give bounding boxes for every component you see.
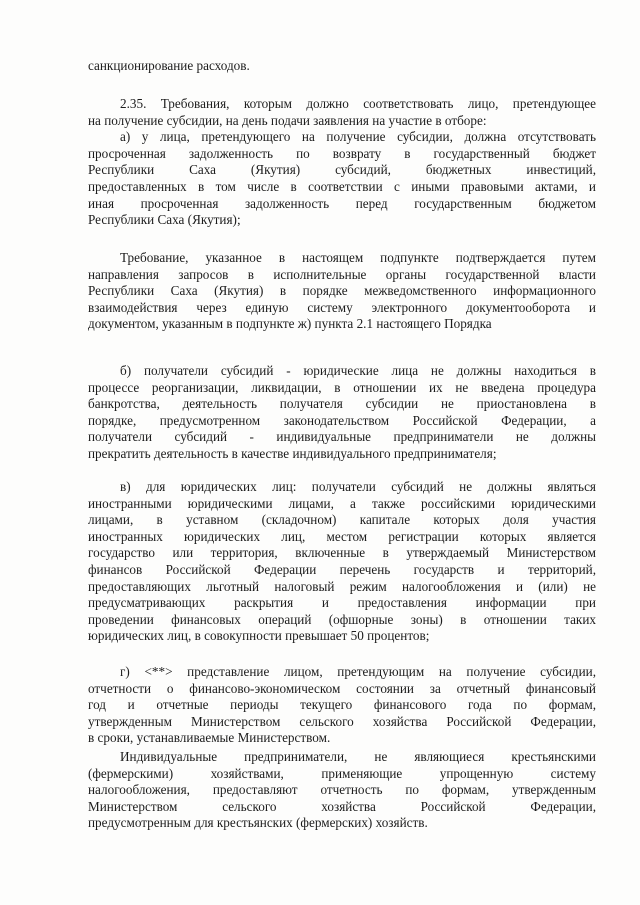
text-line: государство или территория, включенные в утверждаемый Министерством	[88, 545, 596, 561]
text-line: лицами, в уставном (складочном) капитале которых доля участия	[88, 512, 596, 528]
text-line: иностранных юридических лиц, местом регистрации которых является	[88, 528, 596, 544]
text-line: финансов Российской Федерации перечень государств и территорий,	[88, 561, 596, 577]
text-line: предусмотренным для крестьянских (фермерских) хозяйств.	[88, 815, 428, 831]
text-line: получатели субсидий - индивидуальные предприниматели не должны	[88, 429, 596, 445]
text-line: 2.35. Требования, которым должно соответствовать лицо, претендующее	[120, 96, 596, 111]
text-line: в) для юридических лиц: получатели субсидий не должны являться	[120, 479, 596, 494]
paragraph-g	[88, 664, 596, 747]
paragraph-2-35	[88, 96, 596, 229]
text-line: отчетности о финансово-экономическом состоянии за отчетный финансовый	[88, 680, 596, 696]
text-line: б) получатели субсидий - юридические лица не должны находиться в	[120, 363, 596, 378]
text-line: просроченная задолженность по возврату в государственный бюджет	[88, 145, 596, 161]
text-line: Республики Саха (Якутия) в порядке межведомственного информационного	[88, 283, 596, 299]
text-line: г) <**> представление лицом, претендующим на получение субсидии,	[120, 664, 596, 679]
text-line: прекратить деятельность в качестве индивидуального предпринимателя;	[88, 445, 497, 461]
paragraph-b	[88, 363, 596, 463]
text-line: а) у лица, претендующего на получение субсидии, должна отсутствовать	[120, 129, 596, 145]
text-line: направления запросов в исполнительные органы государственной власти	[88, 266, 596, 282]
text-line: иная просроченная задолженность перед государственным бюджетом	[88, 195, 596, 211]
paragraph-ip	[88, 749, 596, 832]
text-line: санкционирование расходов.	[88, 58, 250, 73]
paragraph-top	[88, 58, 596, 75]
text-line: в сроки, устанавливаемые Министерством.	[88, 730, 331, 746]
text-line: юридических лиц, в совокупности превышает 50 процентов;	[88, 628, 430, 644]
text-line: утвержденным Министерством сельского хозяйства Российской Федерации,	[88, 713, 596, 729]
text-line: Республики Саха (Якутия) субсидий, бюджетных инвестиций,	[88, 162, 596, 178]
text-line: процессе реорганизации, ликвидации, в отношении их не введена процедура	[88, 379, 596, 395]
text-line: предоставленных в том числе в соответствии с иными правовыми актами, и	[88, 178, 596, 194]
text-line: год и отчетные периоды текущего финансового года по формам,	[88, 697, 596, 713]
text-line: налогообложения, предоставляют отчетность по формам, утвержденным	[88, 782, 596, 798]
text-line: взаимодействия через единую систему электронного документооборота и	[88, 299, 596, 315]
text-line: предоставляющих льготный налоговый режим налогообложения и (или) не	[88, 578, 596, 594]
text-line: Министерством сельского хозяйства Российской Федерации,	[88, 798, 596, 814]
text-line: иностранными юридическими лицами, а также российскими юридическими	[88, 495, 596, 511]
text-line: предусматривающих раскрытия и предоставления информации при	[88, 595, 596, 611]
text-line: на получение субсидии, на день подачи заявления на участие в отборе:	[88, 112, 487, 128]
text-line: (фермерскими) хозяйствами, применяющие упрощенную систему	[88, 765, 596, 781]
text-line: документом, указанным в подпункте ж) пункта 2.1 настоящего Порядка	[88, 316, 492, 332]
text-line: Требование, указанное в настоящем подпункте подтверждается путем	[120, 250, 596, 265]
paragraph-requirement	[88, 250, 596, 333]
text-line: банкротства, деятельность получателя субсидии не приостановлена в	[88, 396, 596, 412]
text-line: Республики Саха (Якутия);	[88, 212, 241, 228]
text-line: Индивидуальные предприниматели, не являющиеся крестьянскими	[120, 749, 596, 764]
text-line: порядке, предусмотренном законодательством Российской Федерации, а	[88, 412, 596, 428]
paragraph-v	[88, 479, 596, 645]
text-line: проведении финансовых операций (офшорные зоны) в отношении таких	[88, 611, 596, 627]
